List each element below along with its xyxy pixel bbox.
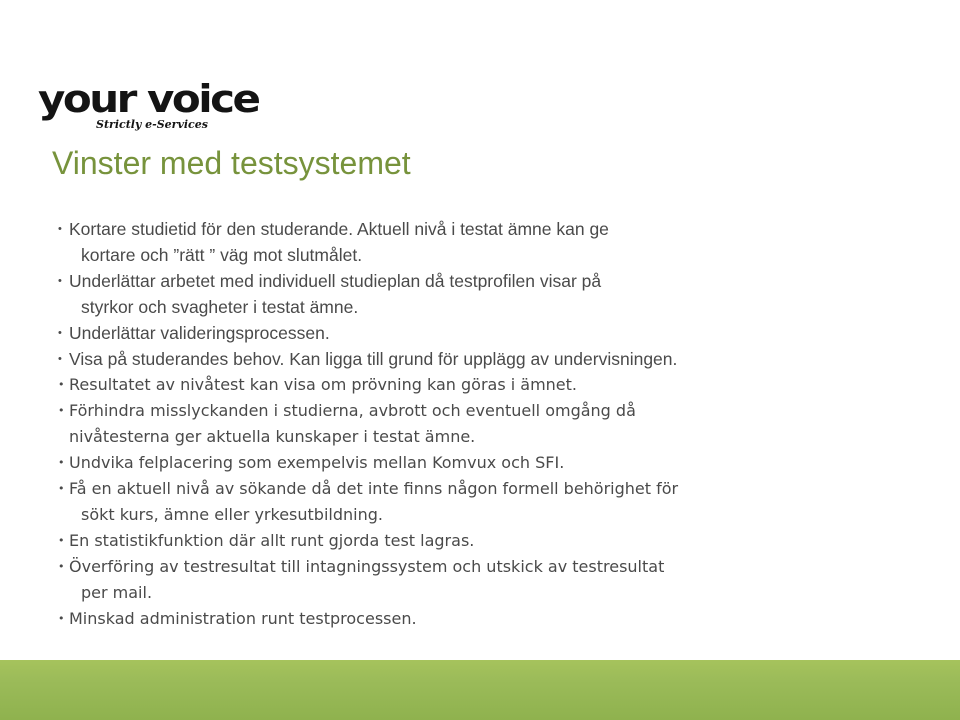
bullet-item: [52, 346, 932, 372]
bullet-item: [52, 476, 932, 528]
logo-wordmark: your voice: [38, 76, 259, 122]
bullet-text: Få en aktuell nivå av sökande då det inte finns någon formell behörighet för: [69, 479, 679, 498]
bullet-item: [52, 216, 932, 268]
bullet-icon: •: [58, 275, 62, 287]
bullet-text: Resultatet av nivåtest kan visa om prövning kan göras i ämnet.: [69, 375, 578, 394]
bullet-item: [52, 372, 932, 398]
logo-tagline: Strictly e-Services: [96, 118, 208, 131]
bullet-item: [52, 450, 932, 476]
bullet-text: En statistikfunktion där allt runt gjorda test lagras.: [69, 531, 475, 550]
bullet-text: kortare och ”rätt ” väg mot slutmålet.: [81, 245, 363, 265]
bullet-list: [52, 216, 932, 632]
company-logo: [38, 76, 259, 132]
bullet-item: [52, 554, 932, 606]
bullet-icon: •: [58, 612, 65, 625]
bullet-icon: •: [58, 534, 65, 547]
bullet-icon: •: [58, 327, 62, 339]
bullet-item: [52, 398, 932, 450]
bullet-item: [52, 268, 932, 320]
bullet-text: styrkor och svagheter i testat ämne.: [81, 297, 359, 317]
bullet-text: Visa på studerandes behov. Kan ligga till grund för upplägg av undervisningen.: [69, 349, 678, 369]
bullet-icon: •: [58, 404, 65, 417]
bullet-icon: •: [58, 560, 65, 573]
bullet-text: Underlättar valideringsprocessen.: [69, 323, 330, 343]
bullet-icon: •: [58, 223, 62, 235]
bullet-item: [52, 528, 932, 554]
bullet-text: Minskad administration runt testprocessen.: [69, 609, 417, 628]
bullet-icon: •: [58, 482, 65, 495]
bullet-icon: •: [58, 378, 65, 391]
bullet-text: nivåtesterna ger aktuella kunskaper i testat ämne.: [69, 427, 476, 446]
bullet-icon: •: [58, 456, 65, 469]
bullet-text: Kortare studietid för den studerande. Aktuell nivå i testat ämne kan ge: [69, 219, 609, 239]
bullet-text: Överföring av testresultat till intagningssystem och utskick av testresultat: [69, 557, 665, 576]
slide-title: Vinster med testsystemet: [52, 145, 411, 181]
bullet-text: per mail.: [81, 583, 153, 602]
bullet-text: sökt kurs, ämne eller yrkesutbildning.: [81, 505, 383, 524]
bullet-item: [52, 320, 932, 346]
bullet-text: Undvika felplacering som exempelvis mellan Komvux och SFI.: [69, 453, 565, 472]
footer-bar: [0, 660, 960, 720]
bullet-text: Förhindra misslyckanden i studierna, avbrott och eventuell omgång då: [69, 401, 636, 420]
bullet-icon: •: [58, 353, 62, 365]
bullet-text: Underlättar arbetet med individuell studieplan då testprofilen visar på: [69, 271, 602, 291]
bullet-item: [52, 606, 932, 632]
